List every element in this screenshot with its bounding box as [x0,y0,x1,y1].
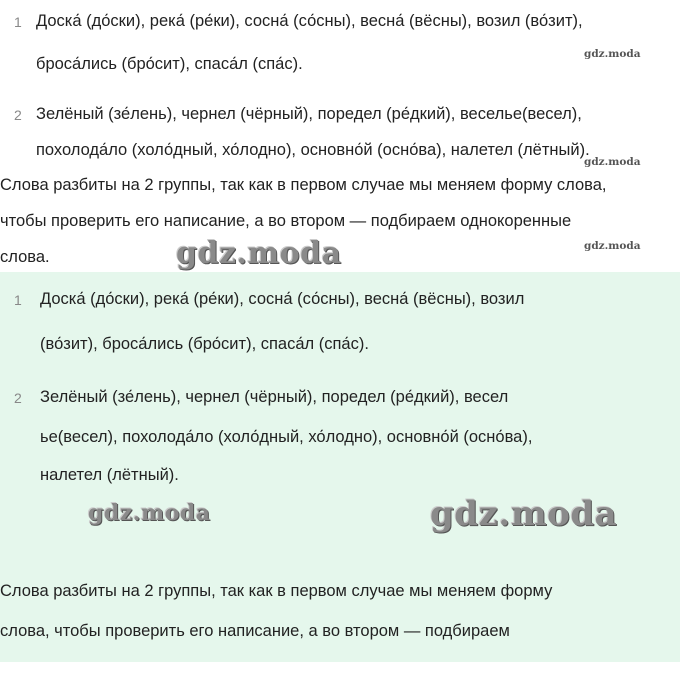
item-line: Доска́ (до́ски), река́ (ре́ки), сосна́ (со́сны), весна́ (вёсны), возил [40,290,525,308]
item-line: броса́лись (бро́сит), спаса́л (спа́с). [36,55,303,73]
watermark-small: gdz.moda [584,240,641,252]
watermark-small: gdz.moda [584,48,641,60]
item-line: Доска́ (до́ски), река́ (ре́ки), сосна́ (со́сны), весна́ (вёсны), возил (во́зит), [36,12,583,30]
watermark-small: gdz.moda [584,156,641,168]
solution-green [0,272,680,662]
watermark-big: gdz.moda [176,236,342,271]
watermark-big: gdz.moda [88,500,211,526]
item-number: 1 [14,292,22,308]
paragraph-line: Слова разбиты на 2 группы, так как в первом случае мы меняем форму слова, [0,176,607,194]
item-number: 2 [14,390,22,406]
item-line: похолода́ло (холо́дный, хо́лодно), основно́й (осно́ва), налетел (лётный). [36,141,590,159]
item-line: Зелёный (зе́лень), чернел (чёрный), поредел (ре́дкий), веселье(весел), [36,105,582,123]
item-line: ье(весел), похолода́ло (холо́дный, хо́лодно), основно́й (осно́ва), [40,428,533,446]
item-number: 1 [14,14,22,30]
paragraph-line: Слова разбиты на 2 группы, так как в первом случае мы меняем форму [0,582,553,600]
item-line: Зелёный (зе́лень), чернел (чёрный), поредел (ре́дкий), весел [40,388,509,406]
paragraph-line: чтобы проверить его написание, а во втором — подбираем однокоренные [0,212,572,230]
item-line: (во́зит), броса́лись (бро́сит), спаса́л (спа́с). [40,335,369,353]
paragraph-line: слова. [0,248,50,266]
solution-top [0,0,680,272]
item-line: налетел (лётный). [40,466,179,484]
paragraph-line: слова, чтобы проверить его написание, а во втором — подбираем [0,622,510,640]
item-number: 2 [14,107,22,123]
watermark-big: gdz.moda [430,494,618,534]
